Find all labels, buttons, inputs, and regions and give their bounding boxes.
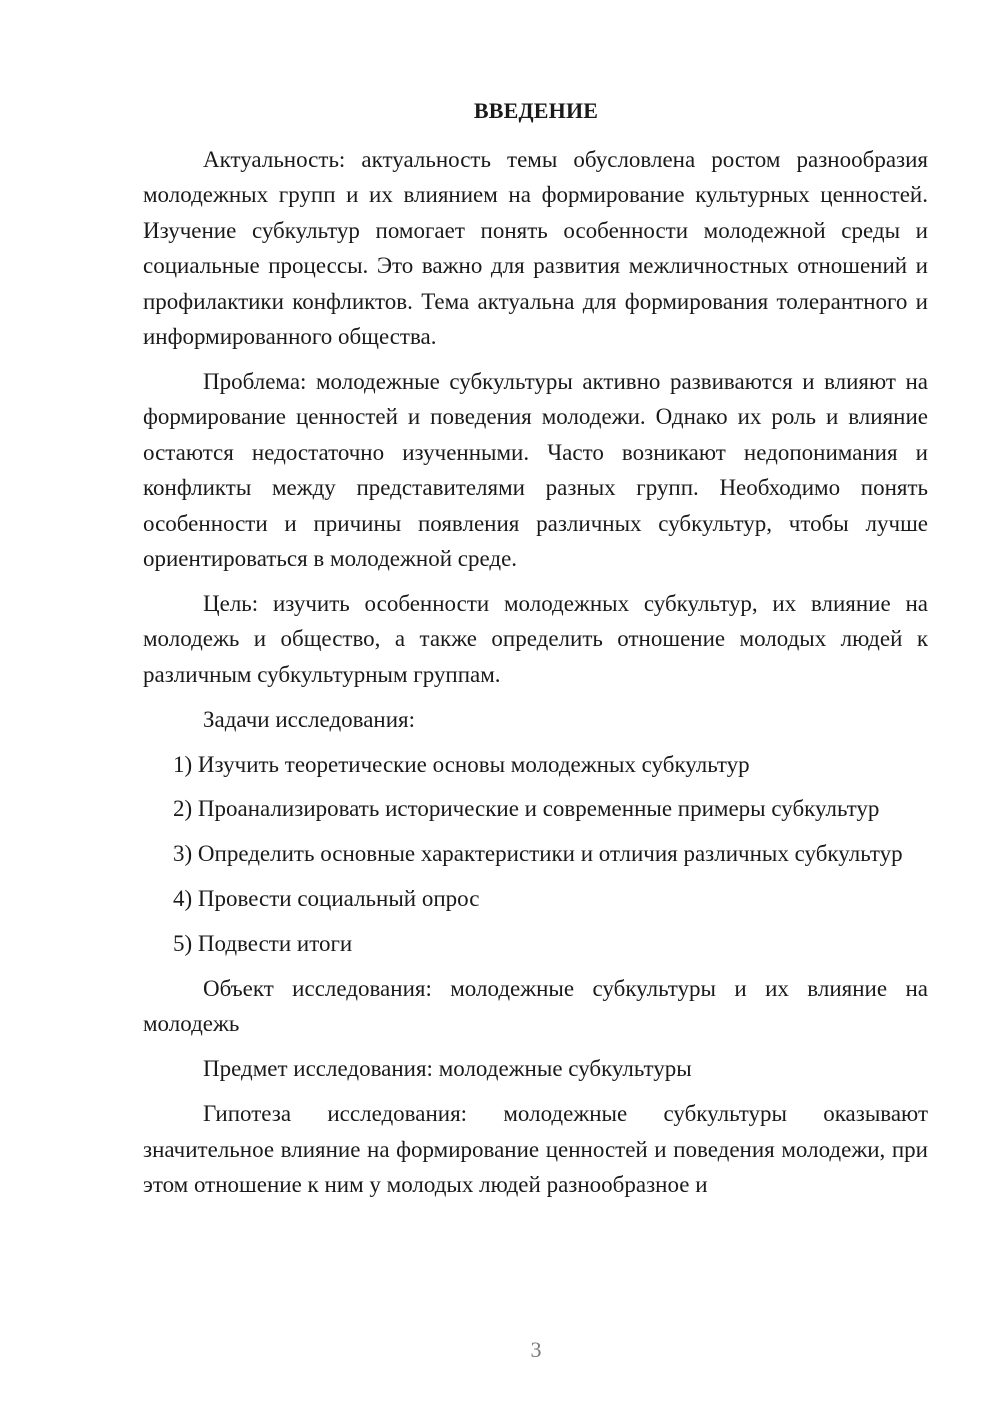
tasks-heading: Задачи исследования:: [203, 706, 416, 732]
paragraph-relevance: Актуальность: актуальность темы обусловлена ростом разнообразия молодежных групп и их влиянием на формирование культурных ценностей. Изучение субкультур помогает понять особенности молодежной среды и социальные процессы. Это важно для развития межличностных отношений и профилактики конфликтов. Тема актуальна для формирования толерантного и информированного общества.: [143, 147, 928, 350]
paragraph-subject: Предмет исследования: молодежные субкультуры: [203, 1056, 692, 1082]
task-item-4: 4) Провести социальный опрос: [173, 886, 480, 912]
task-item-3: 3) Определить основные характеристики и отличия различных субкультур: [173, 841, 903, 867]
task-item-2: 2) Проанализировать исторические и современные примеры субкультур: [173, 796, 880, 822]
body-text: [143, 142, 928, 1212]
task-item-5: 5) Подвести итоги: [173, 931, 353, 957]
paragraph-hypothesis: Гипотеза исследования: молодежные субкультуры оказывают значительное влияние на формирование ценностей и поведения молодежи, при этом отношение к ним у молодых людей разнообразное и: [143, 1101, 928, 1198]
section-heading: ВВЕДЕНИЕ: [473, 98, 599, 123]
task-item-1: 1) Изучить теоретические основы молодежных субкультур: [173, 751, 750, 777]
paragraph-goal: Цель: изучить особенности молодежных субкультур, их влияние на молодежь и общество, а также определить отношение молодых людей к различным субкультурным группам.: [143, 590, 928, 687]
page-number: 3: [530, 1337, 542, 1362]
paragraph-object: Объект исследования: молодежные субкультуры и их влияние на молодежь: [143, 976, 928, 1037]
paragraph-problem: Проблема: молодежные субкультуры активно развиваются и влияют на формирование ценностей и поведения молодежи. Однако их роль и влияние остаются недостаточно изученными. Часто возникают недопонимания и конфликты между представителями разных групп. Необходимо понять особенности и причины появления различных субкультур, чтобы лучше ориентироваться в молодежной среде.: [143, 368, 928, 571]
